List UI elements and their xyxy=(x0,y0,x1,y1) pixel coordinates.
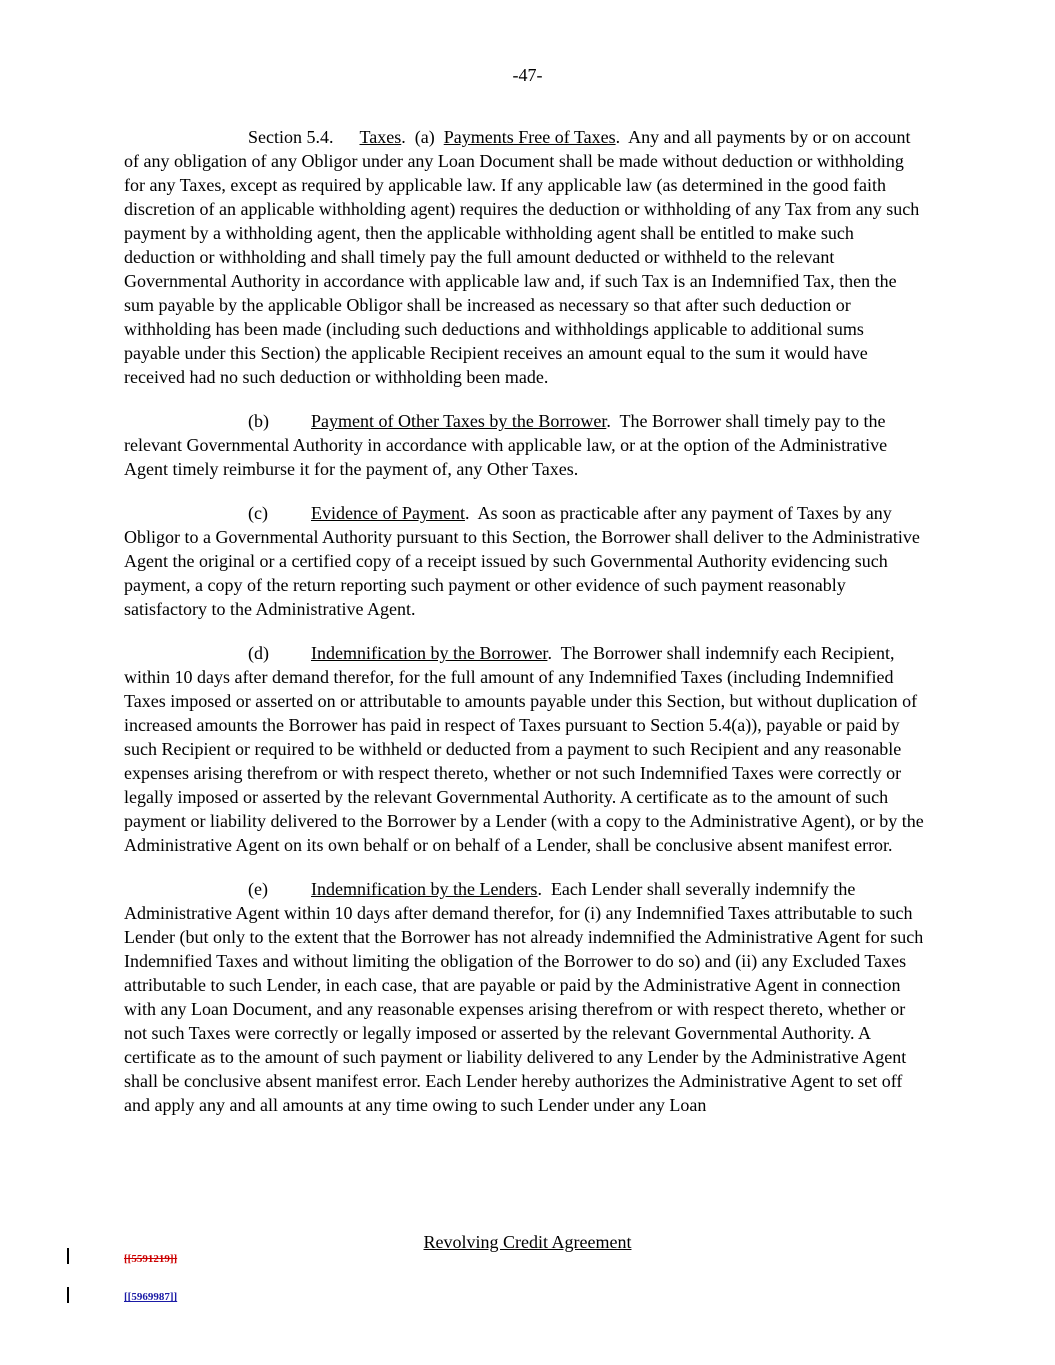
paragraph-b: (b) Payment of Other Taxes by the Borrower. The Borrower shall timely pay to the relevant Governmental Authority in accordance with applicable law, or at the option of the Administrative Agent timely reimburse it for the payment of, any Other Taxes. xyxy=(124,411,888,479)
section-title: Taxes xyxy=(359,127,402,147)
paragraph-text-a: Any and all payments by or on account of any obligation of any Obligor under any Loan Document shall be made without deduction or withholding for any Taxes, except as required by applicable law. If any applicable law (as determined in the good faith discretion of an applicable withholding agent) requires the deduction or withholding of any Tax from any such payment by a withholding agent, then the applicable withholding agent shall be entitled to make such deduction or withholding and shall timely pay the full amount deducted or withheld to the relevant Governmental Authority in accordance with applicable law and, if such Tax is an Indemnified Tax, then the sum payable by the applicable Obligor shall be increased as necessary so that after such deduction or withholding has been made (including such deductions and withholdings applicable to additional sums payable under this Section) the applicable Recipient receives an amount equal to the sum it would have received had no such deduction or withholding been made. xyxy=(124,127,920,387)
paragraph-marker-a: (a) xyxy=(414,127,435,147)
paragraph-heading: Payment of Other Taxes by the Borrower xyxy=(311,411,607,431)
paragraph-marker: (d) xyxy=(248,643,269,663)
paragraph-marker: (b) xyxy=(248,411,269,431)
paragraph-e: (e) Indemnification by the Lenders. Each Lender shall severally indemnify the Administrative Agent within 10 days after demand therefor, for (i) any Indemnified Taxes attributable to such Lender (but only to the extent that the Borrower has not already indemnified the Administrative Agent for such Indemnified Taxes and without limiting the obligation of the Borrower to do so) and (ii) any Excluded Taxes attributable to such Lender, in each case, that are payable or paid by the Administrative Agent in connection with any Loan Document, and any reasonable expenses arising therefrom or with respect thereto, whether or not such Taxes were correctly or legally imposed or asserted by the relevant Governmental Authority. A certificate as to the amount of such payment or liability delivered to any Lender by the Administrative Agent shall be conclusive absent manifest error. Each Lender hereby authorizes the Administrative Agent to set off and apply any and all amounts at any time owing to such Lender under any Loan xyxy=(124,879,924,1115)
change-bar xyxy=(67,1248,69,1264)
paragraph-c: (c) Evidence of Payment. As soon as practicable after any payment of Taxes by any Obligor to a Governmental Authority pursuant to this Section, the Borrower shall deliver to the Administrative Agent the original or a certified copy of a receipt issued by such Governmental Authority evidencing such payment, a copy of the return reporting such payment or other evidence of such payment reasonably satisfactory to the Administrative Agent. xyxy=(124,503,920,619)
page-number: -47- xyxy=(512,65,543,85)
deleted-document-id: [[5591219]] xyxy=(124,1253,178,1265)
inserted-document-id: [[5969987]] xyxy=(124,1291,178,1303)
footer-document-title: Revolving Credit Agreement xyxy=(423,1232,632,1252)
paragraph-text: The Borrower shall timely pay to the relevant Governmental Authority in accordance with applicable law, or at the option of the Administrative Agent timely reimburse it for the payment of, any Other Taxes. xyxy=(124,411,888,479)
paragraph-d: (d) Indemnification by the Borrower. The Borrower shall indemnify each Recipient, within 10 days after demand therefor, for the full amount of any Indemnified Taxes (including Indemnified Taxes imposed or asserted on or attributable to amounts payable under this Section, but without duplication of increased amounts the Borrower has paid in respect of Taxes pursuant to Section 5.4(a)), payable or paid by such Recipient or required to be withheld or deducted from a payment to such Recipient and any reasonable expenses arising therefrom or with respect thereto, whether or not such Indemnified Taxes were correctly or legally imposed or asserted by the relevant Governmental Authority. A certificate as to the amount of such payment or liability delivered to the Borrower by a Lender (with a copy to the Administrative Agent), or by the Administrative Agent on its own behalf or on behalf of a Lender, shall be conclusive absent manifest error. xyxy=(124,643,924,855)
paragraph-heading: Indemnification by the Lenders xyxy=(311,879,538,899)
paragraph-heading-a: Payments Free of Taxes xyxy=(443,127,616,147)
section-5-4-paragraph-a: Section 5.4. Taxes. (a) Payments Free of Taxes. Any and all payments by or on account of any obligation of any Obligor under any Loan Document shall be made without deduction or withholding for any Taxes, except as required by applicable law. If any applicable law (as determined in the good faith discretion of an applicable withholding agent) requires the deduction or withholding of any Tax from any such payment by a withholding agent, then the applicable withholding agent shall be entitled to make such deduction or withholding and shall timely pay the full amount deducted or withheld to the relevant Governmental Authority in accordance with applicable law and, if such Tax is an Indemnified Tax, then the sum payable by the applicable Obligor shall be increased as necessary so that after such deduction or withholding has been made (including such deductions and withholdings applicable to additional sums payable under this Section) the applicable Recipient receives an amount equal to the sum it would have received had no such deduction or withholding been made. xyxy=(124,127,920,387)
paragraph-text: Each Lender shall severally indemnify the Administrative Agent within 10 days after demand therefor, for (i) any Indemnified Taxes attributable to such Lender (but only to the extent that the Borrower has not already indemnified the Administrative Agent for such Indemnified Taxes and without limiting the obligation of the Borrower to do so) and (ii) any Excluded Taxes attributable to such Lender, in each case, that are payable or paid by the Administrative Agent in connection with any Loan Document, and any reasonable expenses arising therefrom or with respect thereto, whether or not such Taxes were correctly or legally imposed or asserted by the relevant Governmental Authority. A certificate as to the amount of such payment or liability delivered to any Lender by the Administrative Agent shall be conclusive absent manifest error. Each Lender hereby authorizes the Administrative Agent to set off and apply any and all amounts at any time owing to such Lender under any Loan xyxy=(124,879,924,1115)
paragraph-heading: Indemnification by the Borrower xyxy=(311,643,548,663)
change-bar xyxy=(67,1287,69,1303)
section-label: Section 5.4. xyxy=(248,127,334,147)
paragraph-text: The Borrower shall indemnify each Recipient, within 10 days after demand therefor, for the full amount of any Indemnified Taxes (including Indemnified Taxes imposed or asserted on or attributable to amounts payable under this Section, but without duplication of increased amounts the Borrower has paid in respect of Taxes pursuant to Section 5.4(a)), payable or paid by such Recipient or required to be withheld or deducted from a payment to such Recipient and any reasonable expenses arising therefrom or with respect thereto, whether or not such Indemnified Taxes were correctly or legally imposed or asserted by the relevant Governmental Authority. A certificate as to the amount of such payment or liability delivered to the Borrower by a Lender (with a copy to the Administrative Agent), or by the Administrative Agent on its own behalf or on behalf of a Lender, shall be conclusive absent manifest error. xyxy=(124,643,924,855)
paragraph-marker: (e) xyxy=(248,879,268,899)
paragraph-heading: Evidence of Payment xyxy=(311,503,465,523)
paragraph-marker: (c) xyxy=(248,503,268,523)
document-body xyxy=(124,125,924,1117)
paragraph-text: As soon as practicable after any payment of Taxes by any Obligor to a Governmental Authority pursuant to this Section, the Borrower shall deliver to the Administrative Agent the original or a certified copy of a receipt issued by such Governmental Authority evidencing such payment, a copy of the return reporting such payment or other evidence of such payment reasonably satisfactory to the Administrative Agent. xyxy=(124,503,920,619)
